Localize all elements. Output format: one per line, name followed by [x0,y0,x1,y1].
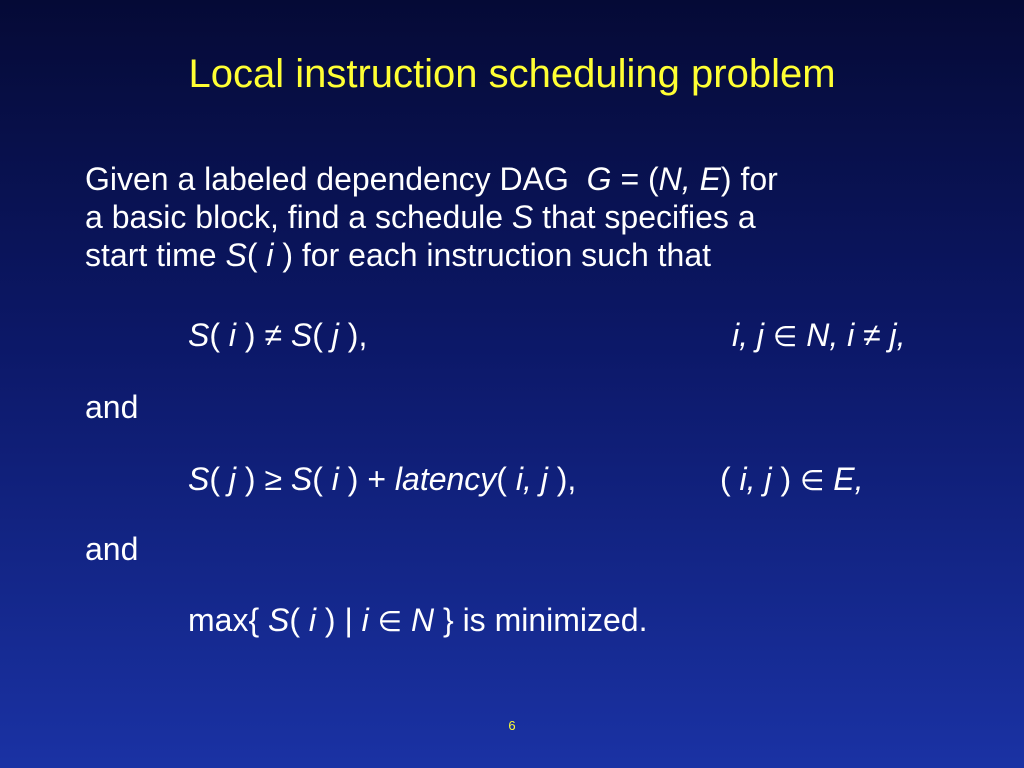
objective-statement [188,601,647,641]
not-equal-symbol: ≠ [264,317,282,353]
text-run: Given a labeled dependency DAG [85,161,569,197]
statement-line-1 [85,160,778,198]
math-j: j [228,461,236,497]
text-run: ( [720,461,740,497]
text-run: = ( [611,161,659,197]
text-run: ) [236,317,265,353]
text-run: ( [246,237,267,273]
text-run: max{ [188,602,269,638]
math-N: N, [806,317,848,353]
math-N: N [410,602,435,638]
text-run: that specifies a [533,199,756,235]
math-S: S [282,461,313,497]
math-S: S [225,237,247,273]
element-of-symbol: ∈ [764,320,807,353]
math-S: S [511,199,534,235]
text-run: ( [209,461,229,497]
text-run: } is minimized. [434,602,648,638]
text-run: ), [338,317,368,353]
math-G: G [586,161,612,197]
text-run: ( [312,461,332,497]
slide-title: Local instruction scheduling problem [188,52,836,96]
constraint-latency [188,460,576,498]
text-run: ) for [720,161,778,197]
text-run: ) [236,461,265,497]
text-run: ) | [316,602,362,638]
statement-line-3 [85,236,778,274]
math-latency: latency [394,461,497,497]
math-i: i [228,317,236,353]
math-i: i [847,317,855,353]
math-i: i [361,602,369,638]
math-S: S [188,317,210,353]
page-number: 6 [508,718,516,733]
problem-statement [85,160,778,274]
math-i-j: i, j [739,461,772,497]
statement-line-2 [85,198,778,236]
text-run: ) for each instruction such that [273,237,712,273]
constraint-distinct-condition [732,316,906,356]
constraint-distinct-times [188,316,367,354]
math-E: E, [824,461,864,497]
constraint-latency-condition [720,460,864,500]
math-i: i [308,602,317,638]
connector-and: and [85,389,139,425]
text-run: a basic block, find a schedule [85,199,512,235]
not-equal-symbol: ≠ [854,317,890,353]
text-run: ( [312,317,332,353]
text-run: ), [547,461,577,497]
greater-equal-symbol: ≥ [264,461,282,497]
text-run: ) [771,461,800,497]
math-S: S [188,461,210,497]
math-j: j [331,317,339,353]
text-run: ( [209,317,229,353]
math-i: i [266,237,274,273]
text-run: ( [289,602,309,638]
math-S: S [268,602,290,638]
text-run: start time [85,237,226,273]
math-j: j, [889,317,906,353]
math-i-j: i, j [515,461,548,497]
text-run: ( [496,461,516,497]
math-i: i [331,461,339,497]
math-i-j: i, j [732,317,764,353]
element-of-symbol: ∈ [368,605,411,638]
math-S: S [282,317,313,353]
connector-and: and [85,531,139,567]
element-of-symbol: ∈ [799,464,825,497]
math-N-E: N, E [658,161,721,197]
text-run: ) + [338,461,395,497]
